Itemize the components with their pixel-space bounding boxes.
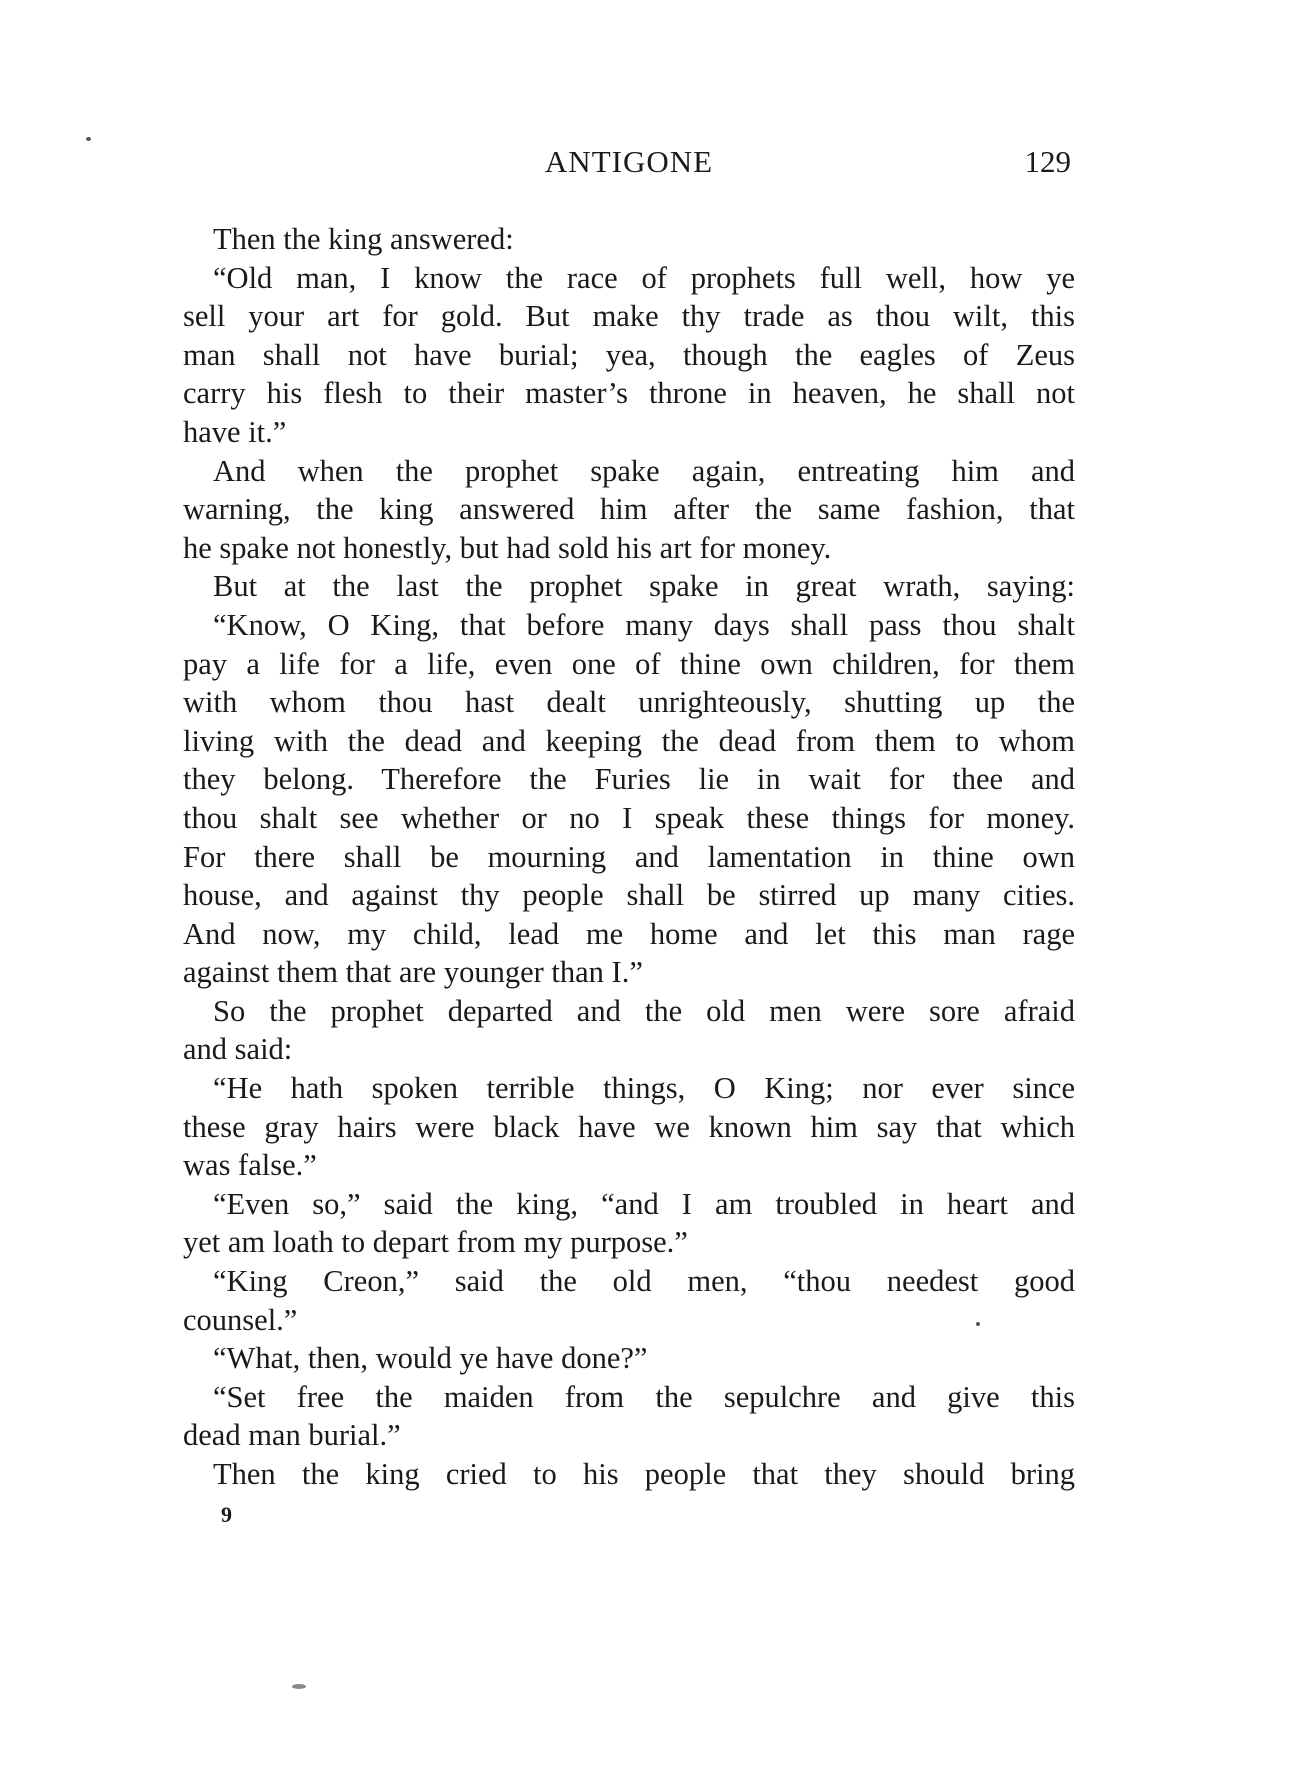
- text-line: “Know, O King, that before many days shall pass thou shalt: [213, 607, 1075, 642]
- running-title: ANTIGONE: [544, 144, 714, 179]
- text-line: Then the king cried to his people that they should bring: [213, 1457, 1075, 1491]
- print-speck: [976, 1322, 980, 1326]
- text-line: they belong. Therefore the Furies lie in wait for thee and: [183, 762, 1075, 797]
- page-number: 129: [1024, 144, 1071, 179]
- text-line: Then the king answered:: [213, 222, 514, 256]
- text-line: was false.”: [183, 1148, 317, 1183]
- text-line: pay a life for a life, even one of thine own children, for them: [183, 646, 1075, 681]
- text-line: “Old man, I know the race of prophets full well, how ye: [213, 260, 1075, 295]
- text-line: “Set free the maiden from the sepulchre and give this: [213, 1379, 1075, 1414]
- text-line: man shall not have burial; yea, though the eagles of Zeus: [183, 337, 1075, 372]
- text-line: sell your art for gold. But make thy trade as thou wilt, this: [183, 299, 1075, 334]
- text-line: warning, the king answered him after the same fashion, that: [183, 492, 1075, 527]
- text-line: So the prophet departed and the old men were sore afraid: [213, 993, 1075, 1028]
- text-line: he spake not honestly, but had sold his art for money.: [183, 530, 832, 565]
- text-line: But at the last the prophet spake in great wrath, saying:: [213, 569, 1075, 604]
- text-line: yet am loath to depart from my purpose.”: [183, 1225, 688, 1260]
- running-header: [183, 144, 1075, 184]
- signature-mark: 9: [221, 1502, 232, 1527]
- text-line: “He hath spoken terrible things, O King; nor ever since: [213, 1071, 1075, 1106]
- text-line: And now, my child, lead me home and let this man rage: [183, 916, 1075, 951]
- text-line: thou shalt see whether or no I speak these things for money.: [183, 800, 1075, 835]
- text-line: with whom thou hast dealt unrighteously, shutting up the: [183, 685, 1075, 720]
- body-text: [183, 220, 1075, 1494]
- text-line: “Even so,” said the king, “and I am troubled in heart and: [213, 1186, 1075, 1221]
- text-line: against them that are younger than I.”: [183, 955, 643, 990]
- text-line: “What, then, would ye have done?”: [213, 1341, 648, 1376]
- text-line: “King Creon,” said the old men, “thou needest good: [213, 1264, 1075, 1299]
- text-line: house, and against thy people shall be stirred up many cities.: [183, 878, 1075, 913]
- text-line: carry his flesh to their master’s throne in heaven, he shall not: [183, 376, 1075, 411]
- text-line: And when the prophet spake again, entreating him and: [213, 453, 1075, 488]
- text-line: and said:: [183, 1032, 293, 1067]
- print-speck: [292, 1684, 306, 1689]
- print-speck: [86, 137, 91, 141]
- text-line: dead man burial.”: [183, 1418, 401, 1453]
- text-line: have it.”: [183, 414, 287, 449]
- text-line: living with the dead and keeping the dead from them to whom: [183, 723, 1075, 758]
- text-line: these gray hairs were black have we known him say that which: [183, 1109, 1075, 1144]
- text-line: For there shall be mourning and lamentation in thine own: [183, 839, 1075, 874]
- text-line: counsel.”: [183, 1302, 298, 1337]
